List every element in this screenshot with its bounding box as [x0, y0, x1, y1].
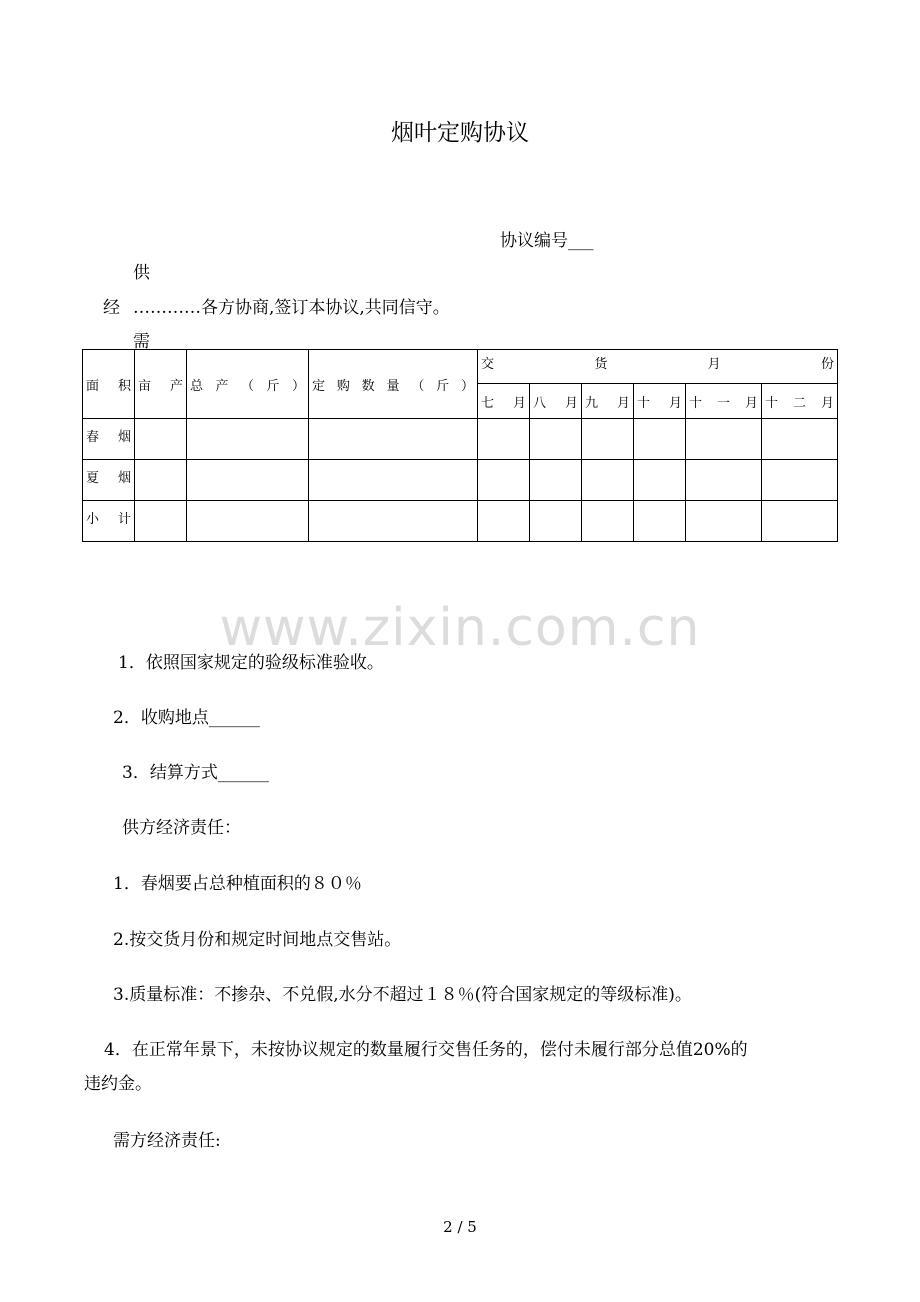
- cell-subtotal-yield[interactable]: [135, 501, 187, 542]
- order-table: [82, 349, 838, 542]
- cell-summer-m7[interactable]: [478, 460, 530, 501]
- month-october: 十 月: [634, 384, 686, 419]
- page-number: 2 / 5: [443, 1218, 477, 1236]
- table-row: [83, 501, 838, 542]
- cell-summer-m10[interactable]: [634, 460, 686, 501]
- table-row: [83, 460, 838, 501]
- header-yield-per-mu: 亩 产: [135, 350, 187, 419]
- cell-spring-yield[interactable]: [135, 419, 187, 460]
- header-delivery-month: 交 货 月 份: [478, 350, 838, 384]
- cell-spring-m11[interactable]: [686, 419, 762, 460]
- supply-clause-3: 3.质量标准：不掺杂、不兑假,水分不超过１８％(符合国家规定的等级标准)。: [113, 985, 692, 1005]
- month-november: 十 一 月: [686, 384, 762, 419]
- supply-clause-2: 2.按交货月份和规定时间地点交售站。: [113, 930, 402, 950]
- month-august: 八 月: [530, 384, 582, 419]
- cell-summer-m8[interactable]: [530, 460, 582, 501]
- cell-summer-total[interactable]: [187, 460, 309, 501]
- row-label-subtotal: 小 计: [83, 501, 135, 542]
- cell-subtotal-m10[interactable]: [634, 501, 686, 542]
- cell-summer-m12[interactable]: [762, 460, 838, 501]
- cell-subtotal-m11[interactable]: [686, 501, 762, 542]
- row-label-summer-tobacco: 夏 烟: [83, 460, 135, 501]
- supply-clause-1: 1．春烟要占总种植面积的８０％: [113, 874, 362, 894]
- cell-spring-m12[interactable]: [762, 419, 838, 460]
- header-area: 面 积: [83, 350, 135, 419]
- cell-spring-m7[interactable]: [478, 419, 530, 460]
- supply-heading: 供方经济责任：: [122, 818, 241, 838]
- agreement-number: 协议编号___: [500, 231, 594, 251]
- cell-subtotal-total[interactable]: [187, 501, 309, 542]
- header-order-quantity: 定 购 数 量 （ 斤 ）: [309, 350, 478, 419]
- party-jing-char: 经: [103, 298, 120, 318]
- cell-subtotal-order[interactable]: [309, 501, 478, 542]
- clause-2: 2．收购地点______: [113, 708, 260, 728]
- month-july: 七 月: [478, 384, 530, 419]
- cell-subtotal-m7[interactable]: [478, 501, 530, 542]
- supply-clause-4: 4．在正常年景下，未按协议规定的数量履行交售任务的，偿付未履行部分总值20%的: [104, 1040, 748, 1060]
- cell-spring-m10[interactable]: [634, 419, 686, 460]
- party-demand-char: 需: [133, 332, 150, 352]
- cell-summer-m11[interactable]: [686, 460, 762, 501]
- cell-subtotal-m9[interactable]: [582, 501, 634, 542]
- cell-subtotal-m8[interactable]: [530, 501, 582, 542]
- table-row: [83, 419, 838, 460]
- party-supply-char: 供: [133, 263, 150, 283]
- month-september: 九 月: [582, 384, 634, 419]
- intro-text: …………各方协商,签订本协议,共同信守。: [133, 298, 450, 318]
- clause-3: 3．结算方式______: [122, 763, 269, 783]
- month-december: 十 二 月: [762, 384, 838, 419]
- supply-clause-4-cont: 违约金。: [84, 1074, 152, 1094]
- cell-summer-yield[interactable]: [135, 460, 187, 501]
- cell-spring-total[interactable]: [187, 419, 309, 460]
- cell-spring-m8[interactable]: [530, 419, 582, 460]
- clause-1: 1．依照国家规定的验级标准验收。: [118, 653, 384, 673]
- watermark: www.zixin.com.cn: [219, 598, 701, 658]
- row-label-spring-tobacco: 春 烟: [83, 419, 135, 460]
- header-total-output: 总 产 （ 斤 ）: [187, 350, 309, 419]
- cell-subtotal-m12[interactable]: [762, 501, 838, 542]
- cell-spring-order[interactable]: [309, 419, 478, 460]
- cell-summer-order[interactable]: [309, 460, 478, 501]
- cell-spring-m9[interactable]: [582, 419, 634, 460]
- cell-summer-m9[interactable]: [582, 460, 634, 501]
- document-title: 烟叶定购协议: [391, 120, 529, 146]
- demand-heading: 需方经济责任:: [113, 1131, 221, 1151]
